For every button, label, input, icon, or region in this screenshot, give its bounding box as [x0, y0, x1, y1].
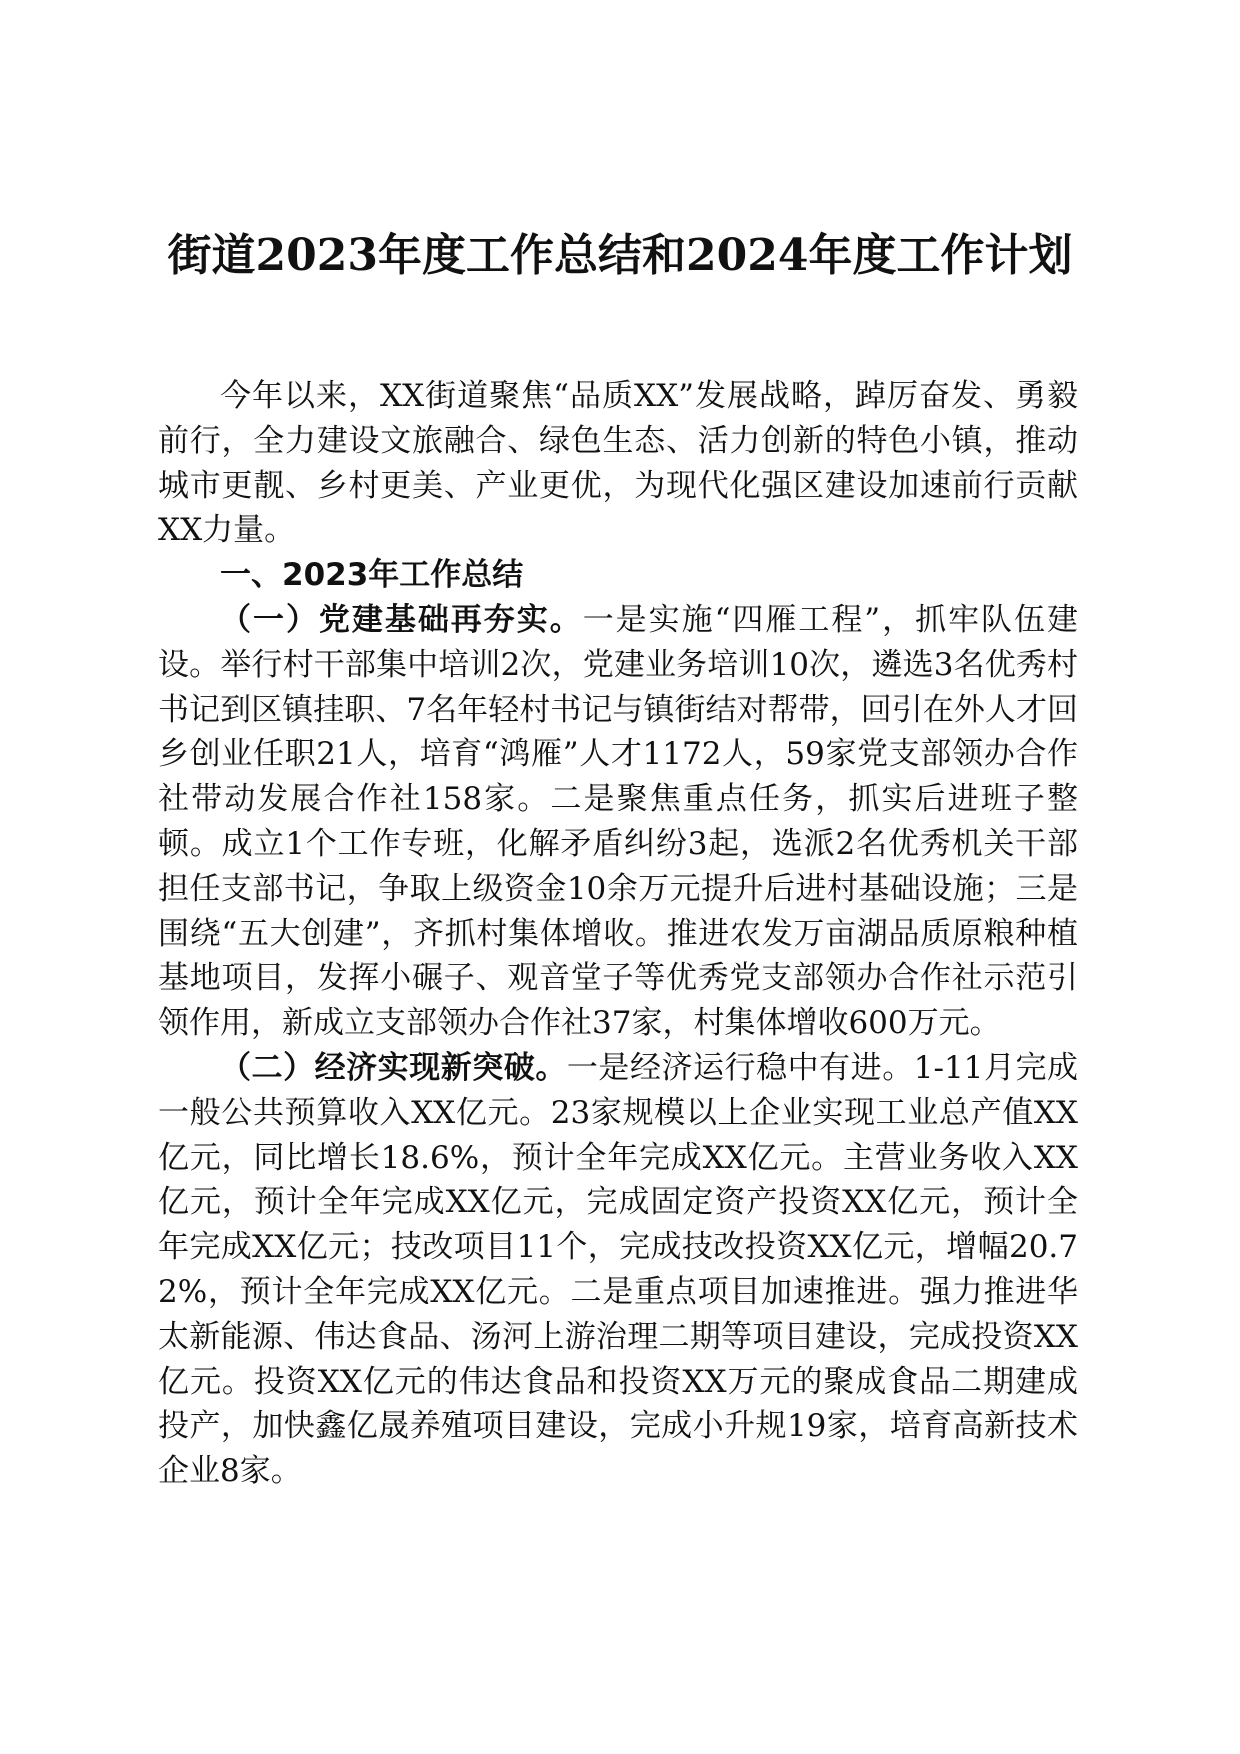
document-title: 街道2023年度工作总结和2024年度工作计划 [167, 230, 1073, 281]
section-heading: 一、2023年工作总结 [220, 557, 524, 594]
subsection-heading-party-building: （一）党建基础再夯实。 [220, 601, 583, 638]
subsection-heading-economy: （二）经济实现新突破。 [220, 1049, 567, 1086]
party-building-text: 一是实施“四雁工程”，抓牢队伍建设。举行村干部集中培训2次，党建业务培训10次，遴选3名优秀村书记到区镇挂职、7名年轻村书记与镇街结对帮带，回引在外人才回乡创业任职21人，培育“鸿雁”人才1172人，59家党支部领办合作社带动发展合作社158家。二是聚焦重点任务，抓实后进班子整顿。成立1个工作专班，化解矛盾纠纷3起，选派2名优秀机关干部担任支部书记，争取上级资金10余万元提升后进村基础设施；三是围绕“五大创建”，齐抓村集体增收。推进农发万亩湖品质原粮种植基地项目，发挥小碾子、观音堂子等优秀党支部领办合作社示范引领作用，新成立支部领办合作社37家，村集体增收600万元。 [158, 601, 1078, 1042]
party-building-paragraph [158, 598, 1078, 1046]
intro-paragraph: 今年以来，XX街道聚焦“品质XX”发展战略，踔厉奋发、勇毅前行，全力建设文旅融合、绿色生态、活力创新的特色小镇，推动城市更靓、乡村更美、产业更优，为现代化强区建设加速前行贡献XX力量。 [158, 378, 1078, 549]
document-body [158, 374, 1078, 1494]
economy-paragraph [158, 1046, 1078, 1494]
economy-text: 一是经济运行稳中有进。1-11月完成一般公共预算收入XX亿元。23家规模以上企业实现工业总产值XX亿元，同比增长18.6%，预计全年完成XX亿元。主营业务收入XX亿元，预计全年完成XX亿元，完成固定资产投资XX亿元，预计全年完成XX亿元；技改项目11个，完成技改投资XX亿元，增幅20.72%，预计全年完成XX亿元。二是重点项目加速推进。强力推进华太新能源、伟达食品、汤河上游治理二期等项目建设，完成投资XX亿元。投资XX亿元的伟达食品和投资XX万元的聚成食品二期建成投产，加快鑫亿晟养殖项目建设，完成小升规19家，培育高新技术企业8家。 [158, 1049, 1078, 1490]
